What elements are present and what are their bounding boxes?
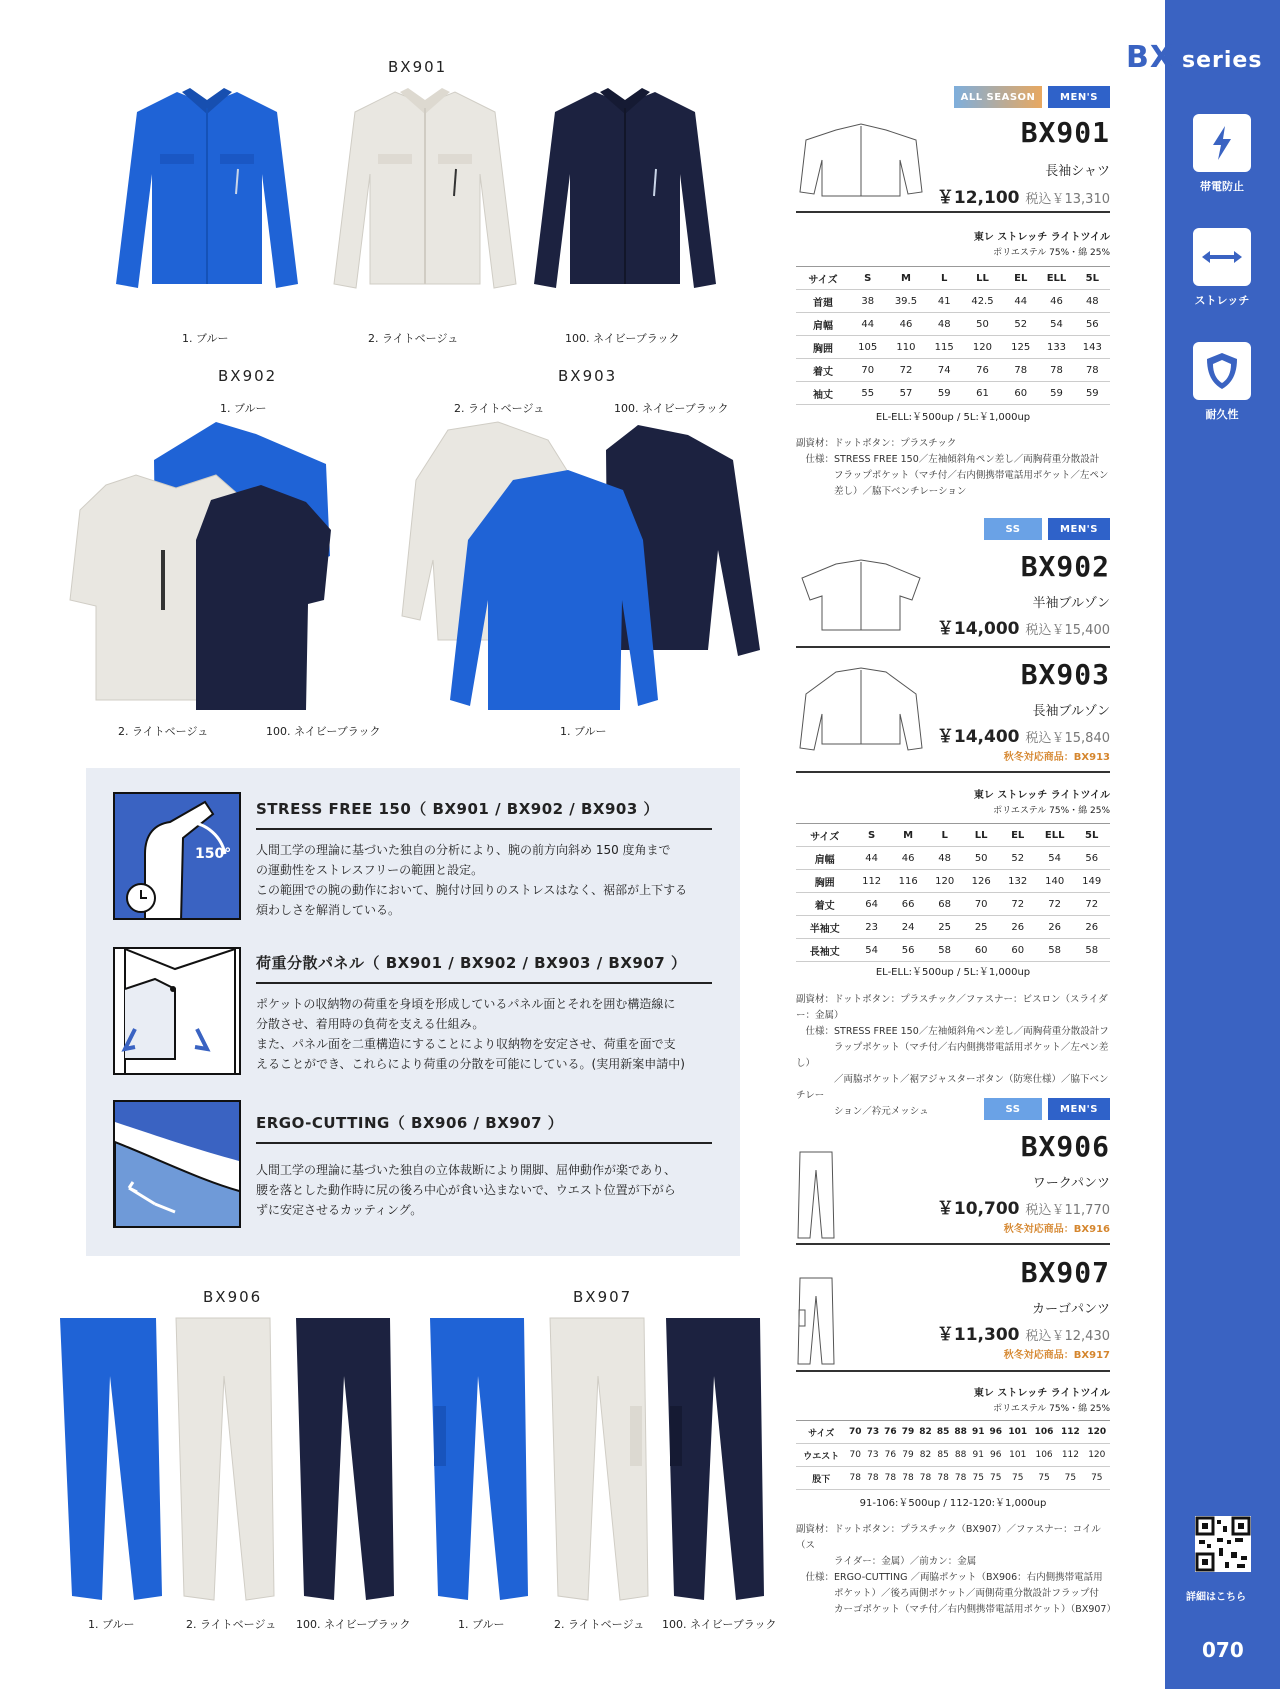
table-cell: 72 <box>999 893 1036 916</box>
bx907-name: カーゴパンツ <box>1031 1302 1110 1317</box>
table-cell: 46 <box>890 847 927 870</box>
table-cell: 50 <box>963 847 1000 870</box>
table-row-label: 胸囲 <box>796 336 850 359</box>
table-cell: 48 <box>1075 290 1110 313</box>
table-cell: 140 <box>1036 870 1073 893</box>
table-cell: 60 <box>1003 382 1038 405</box>
table-cell: 66 <box>890 893 927 916</box>
table-cell: 101 <box>1005 1444 1031 1467</box>
table-cell: 58 <box>1036 939 1073 962</box>
table-cell: 88 <box>952 1421 970 1444</box>
feature-antistatic <box>1192 114 1252 194</box>
table-row-label: 半袖丈 <box>796 916 853 939</box>
table-cell: 126 <box>963 870 1000 893</box>
bx906-price: ￥10,700 税込￥11,770 <box>936 1199 1110 1219</box>
table1-extra-charge: EL-ELL:￥500up / 5L:￥1,000up <box>875 412 1031 423</box>
pants-photos-image <box>58 1316 768 1606</box>
table3-spec: 副資材：ドットボタン：プラスチック（BX907）／ファスナー：コイル（ス ライダー：金属）／前カン：金属 仕様：ERGO-CUTTING ／両脇ポケット（BX906：右内側携帯電話用 ポケット）／後ろ両側ポケット／両側荷重分散設計フラップ付 カーゴポケット（マチ付／右内側携帯電話用ポケット）（BX907） <box>796 1524 1116 1615</box>
bx903-photo-title: BX903 <box>558 367 618 385</box>
feature-2-body: ポケットの収納物の荷重を身頃を形成しているパネル面とそれを囲む構造線に 分散させ、着用時の負荷を支える仕組み。 また、パネル面を二重構造にすることにより収納物を安定させ、荷重を面で支 えることができ、これらにより荷重の分散を可能にしている。(実用新案申請中) <box>256 997 685 1071</box>
table-cell: 39.5 <box>885 290 926 313</box>
badge-ss: SS <box>984 1098 1042 1120</box>
table-cell: 106 <box>1031 1444 1057 1467</box>
table-cell: 79 <box>899 1444 917 1467</box>
table-cell: 55 <box>850 382 885 405</box>
table-cell: 75 <box>969 1467 987 1490</box>
table-cell: 82 <box>917 1444 935 1467</box>
table-cell: 72 <box>1036 893 1073 916</box>
table-cell: 54 <box>853 939 890 962</box>
table-cell: 120 <box>926 870 963 893</box>
table-row-label: 肩幅 <box>796 847 853 870</box>
table-cell: 76 <box>962 359 1003 382</box>
table-cell: 59 <box>1038 382 1074 405</box>
table-cell: 56 <box>1075 313 1110 336</box>
table-cell: 70 <box>846 1421 864 1444</box>
table-row <box>796 382 1110 405</box>
table-cell: 110 <box>885 336 926 359</box>
table-cell: 70 <box>846 1444 864 1467</box>
table-row <box>796 359 1110 382</box>
table-cell: 38 <box>850 290 885 313</box>
table-cell: 96 <box>987 1421 1005 1444</box>
table-cell: 78 <box>934 1467 952 1490</box>
bx907-flat-drawing <box>796 1276 836 1366</box>
table-cell: 78 <box>882 1467 900 1490</box>
series-logo <box>1126 40 1262 75</box>
table-cell: 58 <box>926 939 963 962</box>
table3-size-chart <box>796 1420 1110 1490</box>
bx902-price: ￥14,000 税込￥15,400 <box>936 619 1110 639</box>
table-cell: 52 <box>999 847 1036 870</box>
table-cell: 78 <box>1075 359 1110 382</box>
table-row <box>796 847 1110 870</box>
stretch-arrows-icon <box>1193 228 1251 286</box>
bx903-price: ￥14,400 税込￥15,840 <box>936 727 1110 747</box>
table-cell: 85 <box>934 1444 952 1467</box>
table-cell: 120 <box>962 336 1003 359</box>
table-cell: 54 <box>1036 847 1073 870</box>
table-cell: 50 <box>962 313 1003 336</box>
table-cell: 112 <box>853 870 890 893</box>
table-cell: 72 <box>1073 893 1110 916</box>
table-cell: 44 <box>850 313 885 336</box>
table-cell: LL <box>962 267 1003 290</box>
table-row-label: ウエスト <box>796 1444 846 1467</box>
badge-mens: MEN'S <box>1048 1098 1110 1120</box>
table-cell: 76 <box>882 1421 900 1444</box>
table-cell: 78 <box>1003 359 1038 382</box>
table-cell: 60 <box>999 939 1036 962</box>
table3-fabric: 東レ ストレッチ ライトツイル <box>973 1388 1110 1399</box>
badge-all-season: ALL SEASON <box>954 86 1042 108</box>
bx903-long-sleeve-jackets-image <box>398 420 768 720</box>
table-cell: 44 <box>853 847 890 870</box>
table-cell: M <box>890 824 927 847</box>
badge-mens: MEN'S <box>1048 518 1110 540</box>
table-cell: 26 <box>1073 916 1110 939</box>
table-cell: 58 <box>1073 939 1110 962</box>
bx906-color-2: 2. ライトベージュ <box>186 1618 277 1631</box>
table-cell: 59 <box>927 382 962 405</box>
table-cell: 78 <box>846 1467 864 1490</box>
table1-composition: ポリエステル 75%・綿 25% <box>993 248 1110 258</box>
feature-3-title: ERGO-CUTTING（ BX906 / BX907 ） <box>256 1114 564 1132</box>
table-row <box>796 1444 1110 1467</box>
table-cell: 91 <box>969 1444 987 1467</box>
table-cell: 75 <box>1057 1467 1083 1490</box>
angle-150-badge: 150° <box>195 846 232 862</box>
bx907-divider <box>796 1370 1110 1372</box>
table-cell: 105 <box>850 336 885 359</box>
table1-fabric: 東レ ストレッチ ライトツイル <box>973 232 1110 243</box>
table-cell: 46 <box>1038 290 1074 313</box>
table-cell: 88 <box>952 1444 970 1467</box>
table-cell: 23 <box>853 916 890 939</box>
page-number: 070 <box>1202 1638 1244 1662</box>
table-cell: 75 <box>1084 1467 1110 1490</box>
bx903-autumn-winter: 秋冬対応商品：BX913 <box>1003 752 1110 763</box>
bx907-code: BX907 <box>1020 1256 1110 1289</box>
table-cell: 57 <box>885 382 926 405</box>
table-row <box>796 290 1110 313</box>
bx901-beige-shirt-image <box>330 84 520 294</box>
bx906-color-3: 100. ネイビーブラック <box>296 1618 411 1631</box>
table2-composition: ポリエステル 75%・綿 25% <box>993 806 1110 816</box>
table-cell: S <box>853 824 890 847</box>
table-cell: 78 <box>864 1467 882 1490</box>
table-row-label: 股下 <box>796 1467 846 1490</box>
table-cell: 64 <box>853 893 890 916</box>
table-cell: S <box>850 267 885 290</box>
table-cell: 70 <box>963 893 1000 916</box>
table-cell: 125 <box>1003 336 1038 359</box>
table-cell: 106 <box>1031 1421 1057 1444</box>
bx906-divider <box>796 1243 1110 1245</box>
feature-3-divider <box>256 1142 712 1144</box>
table-cell: 54 <box>1038 313 1074 336</box>
bx901-code: BX901 <box>1020 116 1110 149</box>
table-cell: 116 <box>890 870 927 893</box>
bx902-color-1: 1. ブルー <box>220 402 267 415</box>
bx901-name: 長袖シャツ <box>1045 164 1110 179</box>
table2-fabric: 東レ ストレッチ ライトツイル <box>973 790 1110 801</box>
table-cell: 68 <box>926 893 963 916</box>
table-cell: 78 <box>917 1467 935 1490</box>
bx903-color-2: 100. ネイビーブラック <box>614 402 729 415</box>
table-cell: 41 <box>927 290 962 313</box>
table2-size-chart <box>796 823 1110 962</box>
table-cell: L <box>927 267 962 290</box>
table-cell: 70 <box>850 359 885 382</box>
table-cell: 78 <box>952 1467 970 1490</box>
series-label: series <box>1182 48 1263 73</box>
bx907-price: ￥11,300 税込￥12,430 <box>936 1325 1110 1345</box>
bx901-blue-shirt-image <box>112 84 302 294</box>
table-cell: 120 <box>1084 1444 1110 1467</box>
table-row-label: 肩幅 <box>796 313 850 336</box>
feature-3-body: 人間工学の理論に基づいた独自の立体裁断により開脚、屈伸動作が楽であり、 腰を落とした動作時に尻の後ろ中心が食い込まないで、ウエスト位置が下がら ずに安定させるカッティング。 <box>256 1163 677 1217</box>
table-header-row <box>796 824 1110 847</box>
table-cell: 25 <box>926 916 963 939</box>
table1-size-chart <box>796 266 1110 405</box>
feature-2-title: 荷重分散パネル（ BX901 / BX902 / BX903 / BX907 ） <box>256 954 687 972</box>
table-cell: 56 <box>1073 847 1110 870</box>
badge-mens: MEN'S <box>1048 86 1110 108</box>
table-cell: 112 <box>1057 1421 1083 1444</box>
bx906-color-1: 1. ブルー <box>88 1618 135 1631</box>
bx902-color-3: 100. ネイビーブラック <box>266 725 381 738</box>
table-cell: 149 <box>1073 870 1110 893</box>
table-row <box>796 939 1110 962</box>
table-row-label: 着丈 <box>796 893 853 916</box>
feature-1-title: STRESS FREE 150（ BX901 / BX902 / BX903 ） <box>256 800 660 818</box>
bx903-color-1: 2. ライトベージュ <box>454 402 545 415</box>
bx903-code: BX903 <box>1020 658 1110 691</box>
table-row <box>796 893 1110 916</box>
table2-extra-charge: EL-ELL:￥500up / 5L:￥1,000up <box>875 967 1031 978</box>
bx907-color-3: 100. ネイビーブラック <box>662 1618 777 1631</box>
table-cell: 76 <box>882 1444 900 1467</box>
load-distribution-panel-illustration <box>113 947 241 1075</box>
table-row <box>796 916 1110 939</box>
bx906-name: ワークパンツ <box>1032 1176 1110 1191</box>
table-cell: 56 <box>890 939 927 962</box>
table-cell: 60 <box>963 939 1000 962</box>
table-row-label: 首廻 <box>796 290 850 313</box>
table-cell: 24 <box>890 916 927 939</box>
table-cell: 26 <box>999 916 1036 939</box>
bx901-price: ￥12,100 税込￥13,310 <box>936 188 1110 208</box>
table-cell: 78 <box>899 1467 917 1490</box>
table-row <box>796 870 1110 893</box>
table-cell: 133 <box>1038 336 1074 359</box>
bx906-photo-title: BX906 <box>203 1288 263 1306</box>
table-cell: 59 <box>1075 382 1110 405</box>
feature-durability-label: 耐久性 <box>1205 408 1239 421</box>
bx901-photo-title: BX901 <box>388 58 448 76</box>
table-cell: EL <box>1003 267 1038 290</box>
qr-code-icon[interactable] <box>1195 1516 1251 1572</box>
table-cell: 61 <box>962 382 1003 405</box>
table-cell: 46 <box>885 313 926 336</box>
table2-spec: 副資材：ドットボタン：プラスチック／ファスナー：ビスロン（スライダー：金属） 仕様：STRESS FREE 150／左袖傾斜角ペン差し／両胸荷重分散設計フ ラップポケット（マチ付／右内側携帯電話用ポケット／左ペン差し） ／両脇ポケット／裾アジャスターボタン（防寒仕様）／脇下ベンチレー ション／衿元メッシュ <box>796 994 1109 1117</box>
table-cell: 101 <box>1005 1421 1031 1444</box>
feature-durability <box>1192 342 1252 422</box>
bx903-name: 長袖ブルゾン <box>1032 704 1110 719</box>
bx901-divider <box>796 211 1110 213</box>
feature-1-body: 人間工学の理論に基づいた独自の分析により、腕の前方向斜め 150 度角まで の運動性をストレスフリーの範囲と設定。 この範囲での腕の動作において、腕付け回りのストレスはなく、裾部が上下する 煩わしさを解消している。 <box>256 843 688 917</box>
bx901-color-2: 2. ライトベージュ <box>368 332 459 345</box>
bx902-name: 半袖ブルゾン <box>1032 596 1110 611</box>
bx907-color-1: 1. ブルー <box>458 1618 505 1631</box>
table-cell: 26 <box>1036 916 1073 939</box>
table-row <box>796 313 1110 336</box>
table-cell: 78 <box>1038 359 1074 382</box>
table-cell: 143 <box>1075 336 1110 359</box>
table-header-row <box>796 267 1110 290</box>
bx903-color-3: 1. ブルー <box>560 725 607 738</box>
table-row-label: サイズ <box>796 824 853 847</box>
table-cell: 96 <box>987 1444 1005 1467</box>
qr-caption: 詳細はこちら <box>1186 1592 1246 1603</box>
table-cell: 52 <box>1003 313 1038 336</box>
bx906-code: BX906 <box>1020 1130 1110 1163</box>
bx902-code: BX902 <box>1020 550 1110 583</box>
ergo-cutting-illustration <box>113 1100 241 1228</box>
table-cell: 79 <box>899 1421 917 1444</box>
table-cell: 115 <box>927 336 962 359</box>
table-cell: L <box>926 824 963 847</box>
table-cell: 74 <box>927 359 962 382</box>
feature-stretch-label: ストレッチ <box>1194 294 1250 307</box>
table-cell: 75 <box>1005 1467 1031 1490</box>
table-cell: 5L <box>1075 267 1110 290</box>
table-row-label: サイズ <box>796 1421 846 1444</box>
bx901-navy-shirt-image <box>530 84 720 294</box>
table-row-label: 着丈 <box>796 359 850 382</box>
table-row-label: 胸囲 <box>796 870 853 893</box>
bx902-color-2: 2. ライトベージュ <box>118 725 209 738</box>
table-cell: 120 <box>1084 1421 1110 1444</box>
table-cell: 75 <box>987 1467 1005 1490</box>
table-cell: M <box>885 267 926 290</box>
stress-free-150-illustration <box>113 792 241 920</box>
bx907-autumn-winter: 秋冬対応商品：BX917 <box>1003 1350 1110 1361</box>
table-row <box>796 336 1110 359</box>
bx902-divider <box>796 646 1110 648</box>
table-cell: LL <box>963 824 1000 847</box>
table-cell: 44 <box>1003 290 1038 313</box>
badge-ss: SS <box>984 518 1042 540</box>
bx907-color-2: 2. ライトベージュ <box>554 1618 645 1631</box>
feature-stretch <box>1192 228 1252 308</box>
feature-2-divider <box>256 982 712 984</box>
table-cell: 132 <box>999 870 1036 893</box>
table3-extra-charge: 91-106:￥500up / 112-120:￥1,000up <box>859 1498 1047 1509</box>
bx907-photo-title: BX907 <box>573 1288 633 1306</box>
series-code: BX <box>1126 40 1174 75</box>
table-cell: 75 <box>1031 1467 1057 1490</box>
table1-spec: 副資材：ドットボタン：プラスチック 仕様：STRESS FREE 150／左袖傾斜角ペン差し／両胸荷重分散設計 フラップポケット（マチ付／右内側携帯電話用ポケット／左ペン 差し）／脇下ベンチレーション <box>796 438 1109 497</box>
table-cell: 25 <box>963 916 1000 939</box>
table-cell: 42.5 <box>962 290 1003 313</box>
feature-1-divider <box>256 828 712 830</box>
table-cell: 85 <box>934 1421 952 1444</box>
table-cell: 73 <box>864 1444 882 1467</box>
table-cell: ELL <box>1038 267 1074 290</box>
table-row-label: 袖丈 <box>796 382 850 405</box>
table-row-label: 長袖丈 <box>796 939 853 962</box>
shield-icon <box>1193 342 1251 400</box>
table-cell: 5L <box>1073 824 1110 847</box>
table-header-row <box>796 1421 1110 1444</box>
feature-antistatic-label: 帯電防止 <box>1200 180 1244 193</box>
table3-composition: ポリエステル 75%・綿 25% <box>993 1404 1110 1414</box>
bx902-photo-title: BX902 <box>218 367 278 385</box>
table-cell: 48 <box>926 847 963 870</box>
bx906-flat-drawing <box>796 1150 836 1240</box>
lightning-icon <box>1193 114 1251 172</box>
table-cell: 73 <box>864 1421 882 1444</box>
table-cell: 72 <box>885 359 926 382</box>
table-cell: 48 <box>927 313 962 336</box>
bx901-color-3: 100. ネイビーブラック <box>565 332 680 345</box>
table-cell: EL <box>999 824 1036 847</box>
bx902-short-sleeve-jackets-image <box>56 420 356 720</box>
table-row-label: サイズ <box>796 267 850 290</box>
table-cell: 82 <box>917 1421 935 1444</box>
bx901-color-1: 1. ブルー <box>182 332 229 345</box>
table-cell: 112 <box>1057 1444 1083 1467</box>
bx903-divider <box>796 771 1110 773</box>
table-cell: ELL <box>1036 824 1073 847</box>
table-cell: 91 <box>969 1421 987 1444</box>
bx906-autumn-winter: 秋冬対応商品：BX916 <box>1003 1224 1110 1235</box>
table-row <box>796 1467 1110 1490</box>
